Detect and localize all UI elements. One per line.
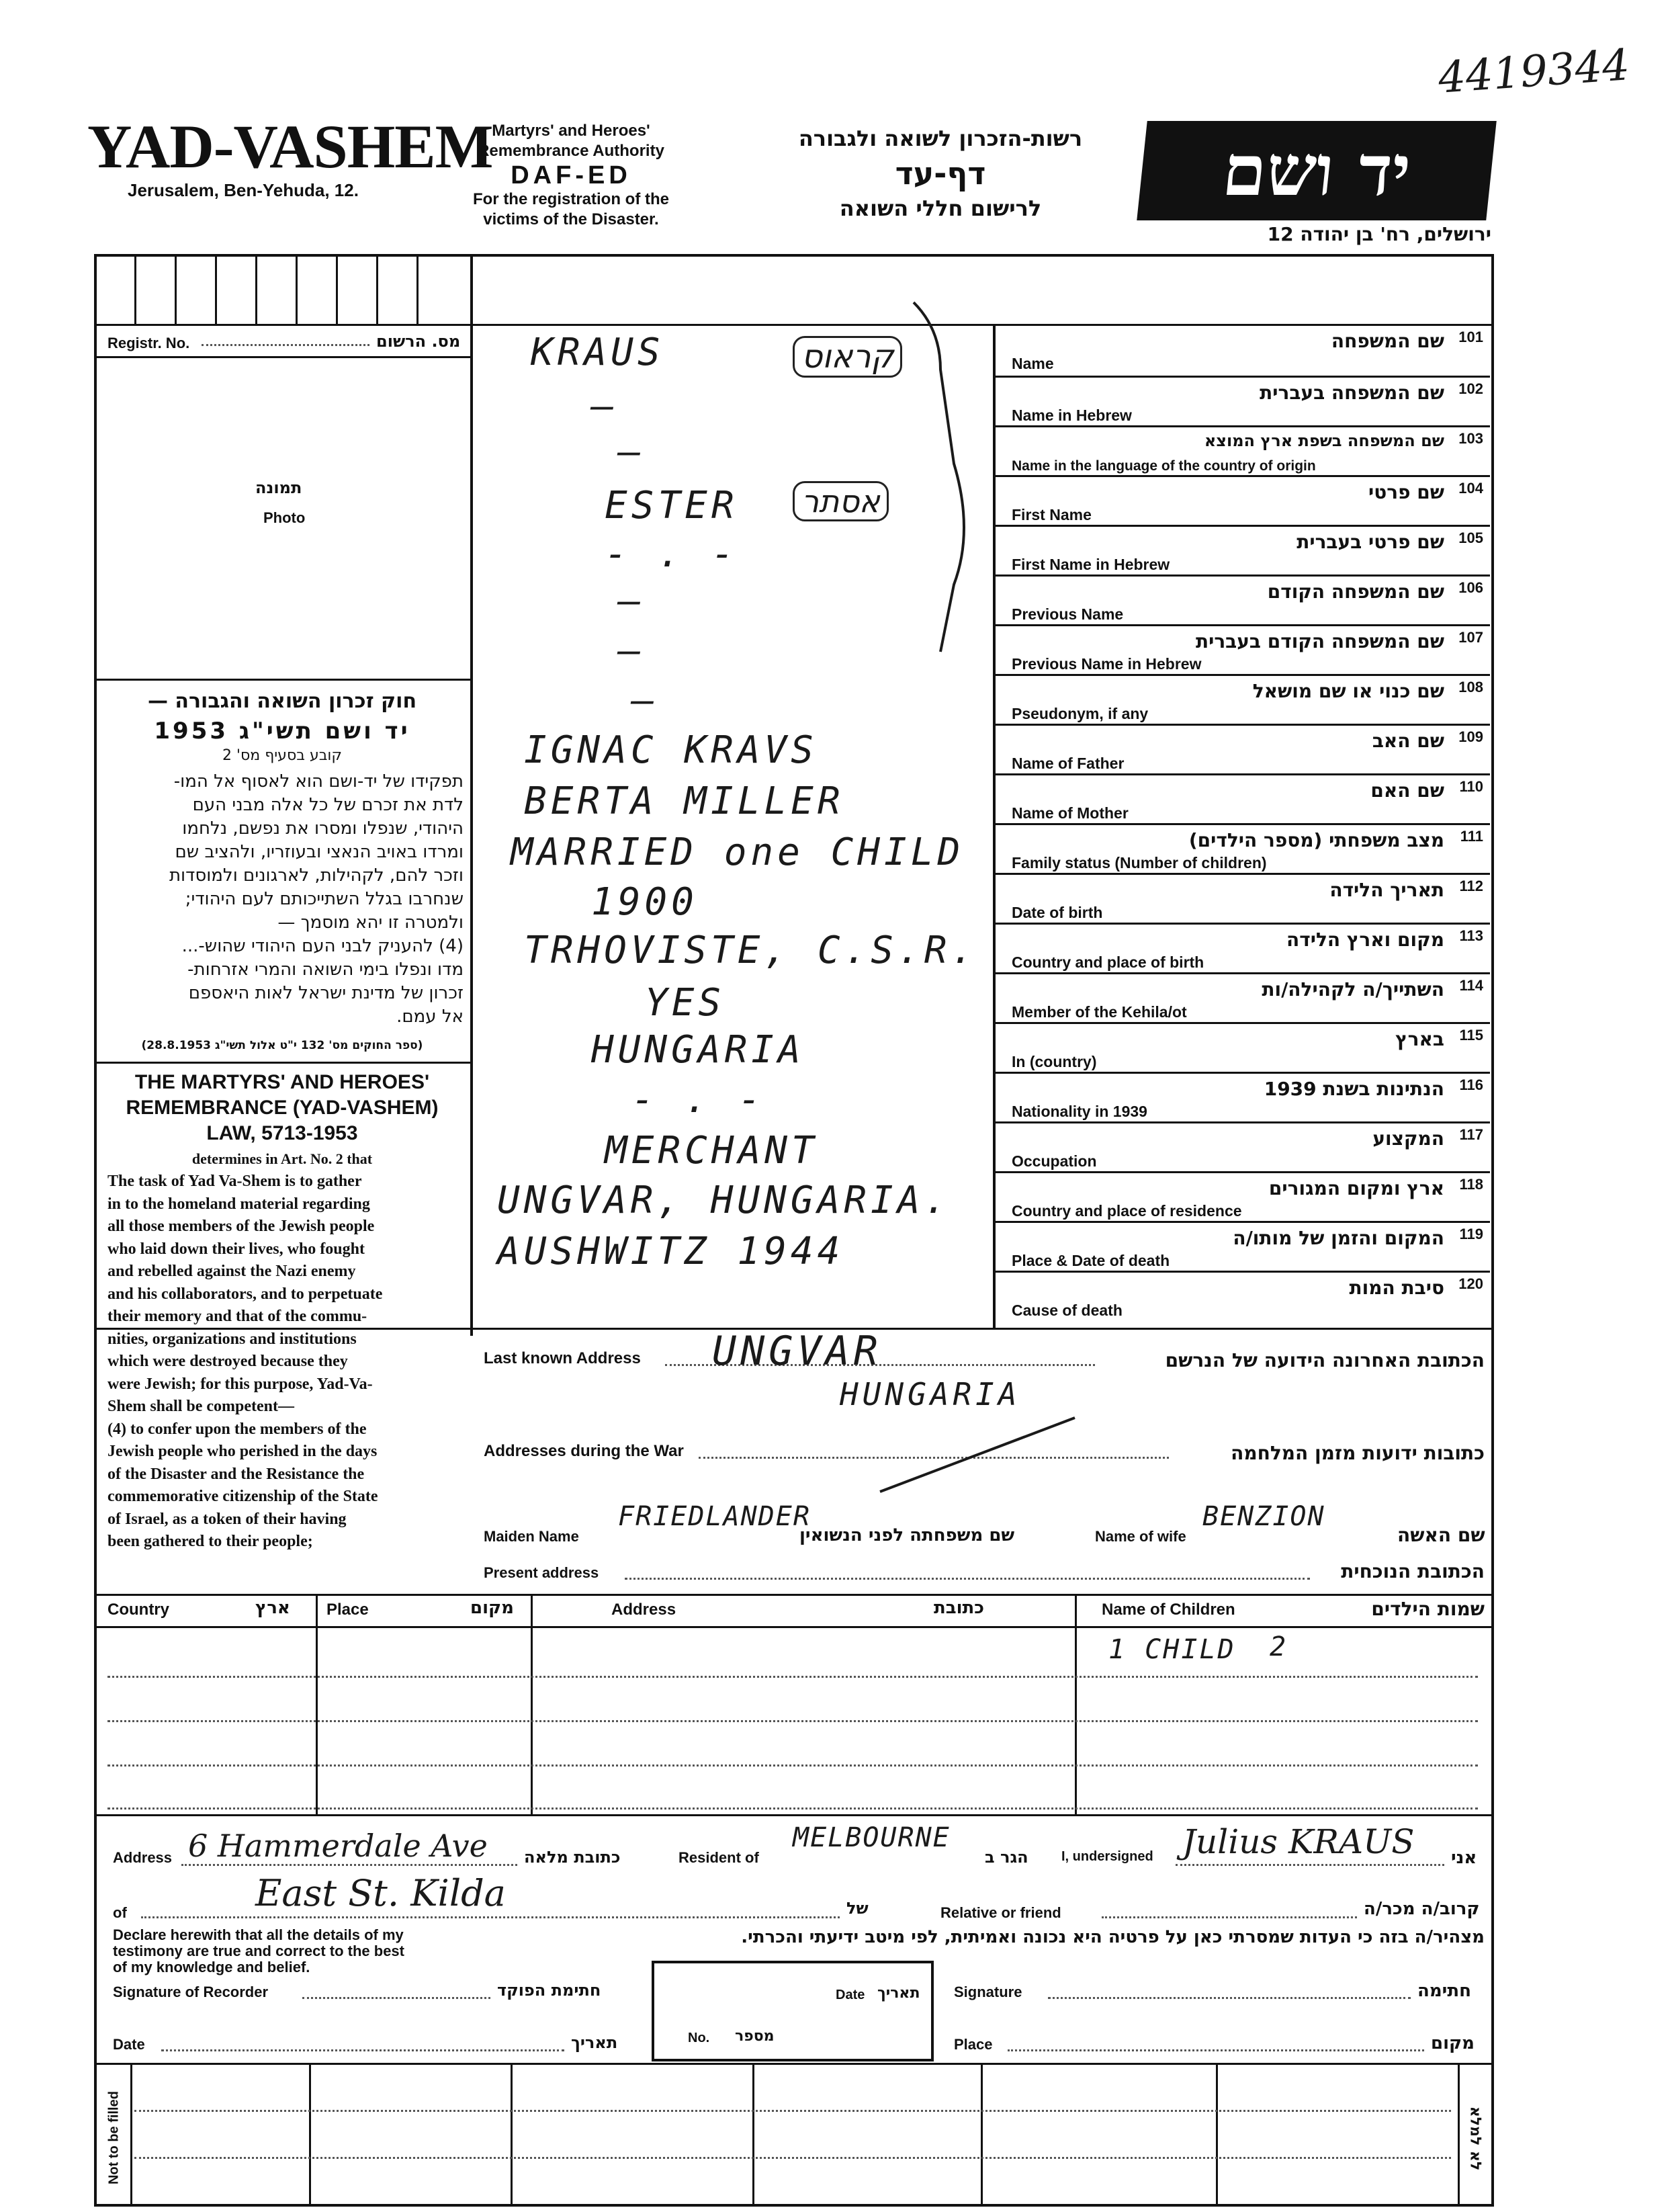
field-row-115 [993,1022,1490,1074]
undersigned-label-he: אני [1451,1848,1477,1868]
field-label-en: Nationality in 1939 [1012,1103,1147,1120]
authority-en-line-2: Remembrance Authority [478,142,664,160]
field-number: 118 [1459,1176,1483,1193]
field-row-116 [993,1072,1490,1123]
field-label-he: מקום וארץ הלידה [1286,929,1444,951]
place-label: Place [954,2036,993,2053]
field-number: 102 [1458,380,1483,397]
law-he-title: חוק זכרון השואה והגבורה — [147,689,417,713]
addresses-during-war-label-he: כתובות ידועות מזמן המלחמה [1231,1442,1485,1464]
field-label-he: סיבת המות [1349,1277,1444,1299]
field-number: 108 [1458,679,1483,695]
resident-of-label: Resident of [678,1849,759,1866]
field-row-102 [993,376,1490,427]
field-label-he: המקצוע [1372,1128,1444,1150]
not-to-be-filled-label [101,2070,128,2204]
authority-he-line: רשות-הזכרון לשואה ולגבורה [798,126,1083,151]
field-row-103 [993,425,1490,477]
field-row-119 [993,1221,1490,1273]
dash-stroke [873,1411,1088,1505]
dafed-he: דף-עד [895,155,986,192]
field-number: 116 [1459,1076,1483,1093]
registr-no-label-he: מס. הרשום [376,332,461,351]
answer-nationality: - . - [631,1078,765,1121]
field-label-he: השתייך/ה לקהילה/ות [1262,978,1444,1001]
field-label-en: Name of Father [1012,755,1125,772]
doc-number: 4419344 [1436,40,1632,103]
present-address-label: Present address [484,1564,599,1581]
last-known-address-label-he: הכתובת האחרונה הידועה של הנרשם [1165,1349,1485,1371]
field-number: 103 [1458,430,1483,447]
addresses-during-war-label: Addresses during the War [484,1442,684,1460]
field-label-he: המקום והזמן של מותו/ה [1233,1227,1444,1249]
field-number: 104 [1458,480,1483,497]
field-label-he: הנתינות בשנת 1939 [1264,1078,1444,1100]
date-label-he: תאריך [571,2033,618,2052]
answer-residence: UNGVAR, HUNGARIA. [497,1179,951,1222]
field-label-he: שם כנוי או שם מושאל [1252,680,1444,702]
field-row-109 [993,724,1490,775]
not-to-be-filled-text-he: לא למלא [1466,2106,1484,2171]
date-label: Date [113,2036,145,2053]
field-label-en: Date of birth [1012,904,1103,921]
declare-en-line: testimony are true and correct to the best [113,1943,404,1959]
not-to-be-filled-text: Not to be filled [106,2091,122,2184]
law-en-line: nities, organizations and institutions [107,1330,357,1348]
law-he-line: היהודי, שנפלו ומסרו את נפשם, נלחמו [182,818,464,839]
field-row-117 [993,1121,1490,1173]
law-en-title [101,1070,464,1146]
field-row-110 [993,773,1490,825]
field-label-he: שם האם [1370,779,1444,802]
field-number: 110 [1459,778,1483,795]
field-label-en: Name of Mother [1012,804,1129,822]
field-label-en: First Name in Hebrew [1012,556,1170,573]
col-children-he: שמות הילדים [1371,1598,1485,1620]
law-en-line: (4) to confer upon the members of the [107,1420,367,1438]
field-number: 112 [1459,878,1483,894]
relative-label: Relative or friend [940,1904,1061,1921]
wife-name-value: BENZION [1202,1501,1325,1532]
field-number: 105 [1458,529,1483,546]
field-label-en: Previous Name in Hebrew [1012,655,1202,673]
answer-name-hebrew-note: קראוס [793,336,902,378]
law-en-line: of Israel, as a token of their having [107,1510,347,1528]
law-en-title-line: THE MARTYRS' AND HEROES' [134,1071,430,1093]
authority-he [766,121,1115,226]
field-label-en: Pseudonym, if any [1012,705,1149,722]
date-box-label-he: תאריך [877,1985,920,2002]
field-label-he: שם המשפחה בעברית [1260,382,1444,404]
col-place: Place [326,1601,369,1619]
org-address: Jerusalem, Ben-Yehuda, 12. [128,180,359,200]
law-en-line: all those members of the Jewish people [107,1218,375,1235]
wife-name-label-he: שם האשה [1397,1524,1485,1546]
logo-text: יד ושם [1219,129,1415,212]
no-label-he: מספר [735,2028,775,2045]
field-number: 120 [1458,1275,1483,1292]
field-label-en: Name in the language of the country of origin [1012,458,1316,474]
signature-label: Signature [954,1984,1022,2000]
registration-en-line-1: For the registration of the [472,190,669,208]
field-row-106 [993,575,1490,626]
field-number: 101 [1458,329,1483,345]
law-en-line: Shem shall be competent— [107,1398,294,1415]
answer-name: KRAUS [531,331,664,374]
field-label-en: Name in Hebrew [1012,407,1132,424]
field-label-en: Name [1012,355,1054,372]
law-he-line: לדת את זכרם של כל אלה מבני העם [192,795,464,815]
declare-he: מצהיר/ה בזה כי העדות שמסרתי כאן על פרטיה היא נכונה ואמיתית, לפי מיטב ידיעתי והכרתי. [741,1927,1485,1947]
signature-label-he: חתימה [1417,1981,1471,2001]
answer-name-in-hebrew: — [591,384,618,428]
answer-date-of-birth: 1900 [591,880,698,924]
org-title: YAD-VASHEM [87,112,493,181]
answer-father: IGNAC KRAVS [524,728,818,772]
law-en-line: in to the homeland material regarding [107,1195,370,1213]
field-number: 113 [1459,927,1483,944]
field-number: 111 [1460,828,1483,845]
recorder-box [652,1961,934,2061]
signature-recorder-label: Signature of Recorder [113,1984,269,2000]
field-row-114 [993,972,1490,1024]
signature-recorder-label-he: חתימת הפוקד [497,1981,601,2000]
law-en-line: their memory and that of the commu- [107,1308,367,1325]
field-number: 107 [1458,629,1483,646]
col-country-he: ארץ [255,1598,290,1618]
answer-previous-name-hebrew: — [618,629,645,673]
field-label-he: תאריך הלידה [1329,879,1444,901]
field-label-he: שם פרטי [1368,481,1444,503]
law-he-source: (ספר החוקים מס' 132 י"ט אלול תשי"ג 28.8.1953) [141,1039,423,1052]
field-label-en: Place & Date of death [1012,1252,1170,1269]
law-en-line: were Jewish; for this purpose, Yad-Va- [107,1375,373,1393]
children-value-2: 2 [1270,1631,1290,1662]
field-number: 119 [1459,1226,1483,1242]
answer-pseudonym: — [631,679,658,722]
last-known-address-value: UNGVAR [712,1328,882,1375]
date-box-label: Date [836,1988,865,2002]
authority-en-line-1: Martyrs' and Heroes' [492,122,650,140]
law-he-line: שנחרבו בגלל השתייכותם לעם היהודי; [185,889,464,909]
law-he-line: תפקידו של יד-ושם הוא לאסוף אל המו- [173,771,464,792]
of-value: East St. Kilda [255,1872,506,1914]
wife-name-label: Name of wife [1095,1528,1186,1545]
answer-first-name-hebrew: - . - [605,532,738,576]
law-en-title-line: REMEMBRANCE (YAD-VASHEM) [126,1097,439,1119]
field-label-en: In (country) [1012,1053,1097,1070]
maiden-name-label-he: שם משפחתה לפני הנשואין [799,1525,1015,1545]
law-he-line: (4) להעניק לבני העם היהודי שהוש-... [181,936,464,956]
law-en-line: been gathered to their people; [107,1533,313,1550]
answer-occupation: MERCHANT [605,1129,818,1173]
declare-en-line: of my knowledge and belief. [113,1959,310,1975]
field-row-101 [993,326,1490,376]
place-label-he: מקום [1431,2033,1475,2053]
dafed-en: DAF-ED [511,161,631,189]
field-label-he: שם פרטי בעברית [1297,531,1444,553]
answer-place-of-birth: TRHOVISTE, C.S.R. [524,929,978,972]
answer-place-date-death: AUSHWITZ 1944 [497,1230,844,1273]
field-row-120 [993,1271,1490,1322]
field-label-he: שם האב [1372,730,1444,752]
field-label-en: Previous Name [1012,605,1124,623]
last-known-address-value-2: HUNGARIA [840,1376,1021,1412]
photo-label-he: תמונה [255,478,302,497]
field-number: 109 [1458,728,1483,745]
field-label-en: Occupation [1012,1152,1097,1170]
law-en-body [107,1171,464,1554]
law-en-title-line: LAW, 5713-1953 [206,1122,358,1144]
field-row-118 [993,1171,1490,1223]
field-row-113 [993,923,1490,974]
field-number: 114 [1459,977,1483,994]
registration-en-line-2: victims of the Disaster. [483,210,659,228]
declare-en-line: Declare herewith that all the details of my [113,1926,404,1943]
field-label-en: Country and place of birth [1012,953,1204,971]
address-he: ירושלים, רח' בן יהודה 12 [1267,223,1491,245]
maiden-name-label: Maiden Name [484,1528,579,1545]
field-row-111 [993,823,1490,875]
declarant-address-label: Address [113,1849,173,1866]
law-en-line: and his collaborators, and to perpetuate [107,1285,383,1303]
field-label-he: מצב משפחתי (מספר הילדים) [1188,829,1444,851]
law-he-subtitle: יד ושם תשי"ג 1953 [154,718,410,745]
law-en-line: who laid down their lives, who fought [107,1240,365,1258]
relative-label-he: קרוב/ה מכר/ה [1364,1899,1480,1919]
col-address: Address [611,1601,676,1619]
law-he-line: ולמטרה זו יהא מוסמך — [277,912,464,933]
no-label: No. [688,2031,710,2045]
field-number: 106 [1458,579,1483,596]
children-value: 1 CHILD [1108,1634,1236,1665]
law-he-line: זכרון של מדינת ישראל לאות היאספם [188,983,464,1003]
col-address-he: כתובת [934,1598,985,1618]
law-he-article: קובע בסעיף מס' 2 [222,747,343,764]
last-known-address-label: Last known Address [484,1349,641,1367]
answer-name-origin: — [618,430,645,474]
law-en-article: determines in Art. No. 2 that [191,1150,373,1167]
law-he-body [101,770,464,1029]
not-to-be-filled-label-he [1462,2070,1489,2204]
answer-family-status: MARRIED one CHILD [511,831,965,874]
answer-kehila: YES [645,981,726,1025]
photo-label: Photo [263,509,306,526]
authority-en [443,121,699,230]
col-place-he: מקום [470,1598,514,1618]
maiden-name-value: FRIEDLANDER [618,1501,811,1532]
field-label-he: ארץ ומקום המגורים [1268,1177,1444,1199]
declarant-address-value: 6 Hammerdale Ave [188,1828,488,1864]
resident-of-value: MELBOURNE [793,1822,951,1853]
answer-mother: BERTA MILLER [524,779,844,823]
registration-he: לרישום חללי השואה [839,196,1042,221]
answer-in-country: HUNGARIA [591,1028,805,1072]
field-row-108 [993,674,1490,726]
present-address-label-he: הכתובת הנוכחית [1341,1560,1485,1582]
answer-previous-name: — [618,579,645,623]
law-he-line: וזכר להם, לקהילות, לארגונים ולמוסדות [169,865,464,886]
law-en-line: commemorative citizenship of the State [107,1488,378,1505]
field-number: 115 [1459,1027,1483,1044]
field-label-he: בארץ [1395,1028,1444,1050]
law-en-line: of the Disaster and the Resistance the [107,1465,365,1483]
field-row-104 [993,475,1490,527]
law-he-line: אל עמם. [396,1007,464,1027]
declare-en [113,1927,404,1975]
handwritten-bracket-stroke [873,289,1008,665]
law-en-line: Jewish people who perished in the days [107,1443,378,1460]
declarant-address-label-he: כתובת מלאה [524,1848,621,1867]
col-children: Name of Children [1102,1601,1235,1619]
resident-of-label-he: הגר ב [985,1848,1028,1867]
field-label-en: Country and place of residence [1012,1202,1242,1220]
law-en-line: and rebelled against the Nazi enemy [107,1263,356,1280]
answer-first-name-hebrew-note: אסתר [793,481,889,521]
field-label-he: שם המשפחה הקודם [1267,581,1444,603]
field-row-105 [993,525,1490,577]
law-he-line: ומרדו באויב הנאצי ובעוזריו, ולהציב שם [175,842,464,862]
field-label-he: שם המשפחה [1331,330,1444,352]
undersigned-label: I, undersigned [1061,1849,1153,1864]
field-label-en: Cause of death [1012,1302,1123,1319]
field-label-en: First Name [1012,506,1092,523]
law-en-line: which were destroyed because they [107,1353,348,1370]
of-label: of [113,1904,127,1921]
field-label-en: Family status (Number of children) [1012,854,1267,871]
answer-first-name: ESTER [605,484,738,527]
law-en-line: The task of Yad Va-Shem is to gather [107,1173,362,1190]
field-label-he: שם המשפחה הקודם בעברית [1195,630,1444,652]
of-label-he: של [846,1899,869,1918]
field-number: 117 [1459,1126,1483,1143]
col-country: Country [107,1601,169,1619]
field-row-112 [993,873,1490,925]
field-label-en: Member of the Kehila/ot [1012,1003,1187,1021]
undersigned-value: Julius KRAUS [1182,1822,1415,1861]
law-he-line: מדו ונפלו בימי השואה והמרי אזרחות- [187,960,464,980]
yad-vashem-logo [1137,121,1497,220]
field-row-107 [993,624,1490,676]
field-label-he: שם המשפחה בשפת ארץ המוצא [1204,431,1444,450]
registr-no-label: Registr. No. [107,335,190,351]
